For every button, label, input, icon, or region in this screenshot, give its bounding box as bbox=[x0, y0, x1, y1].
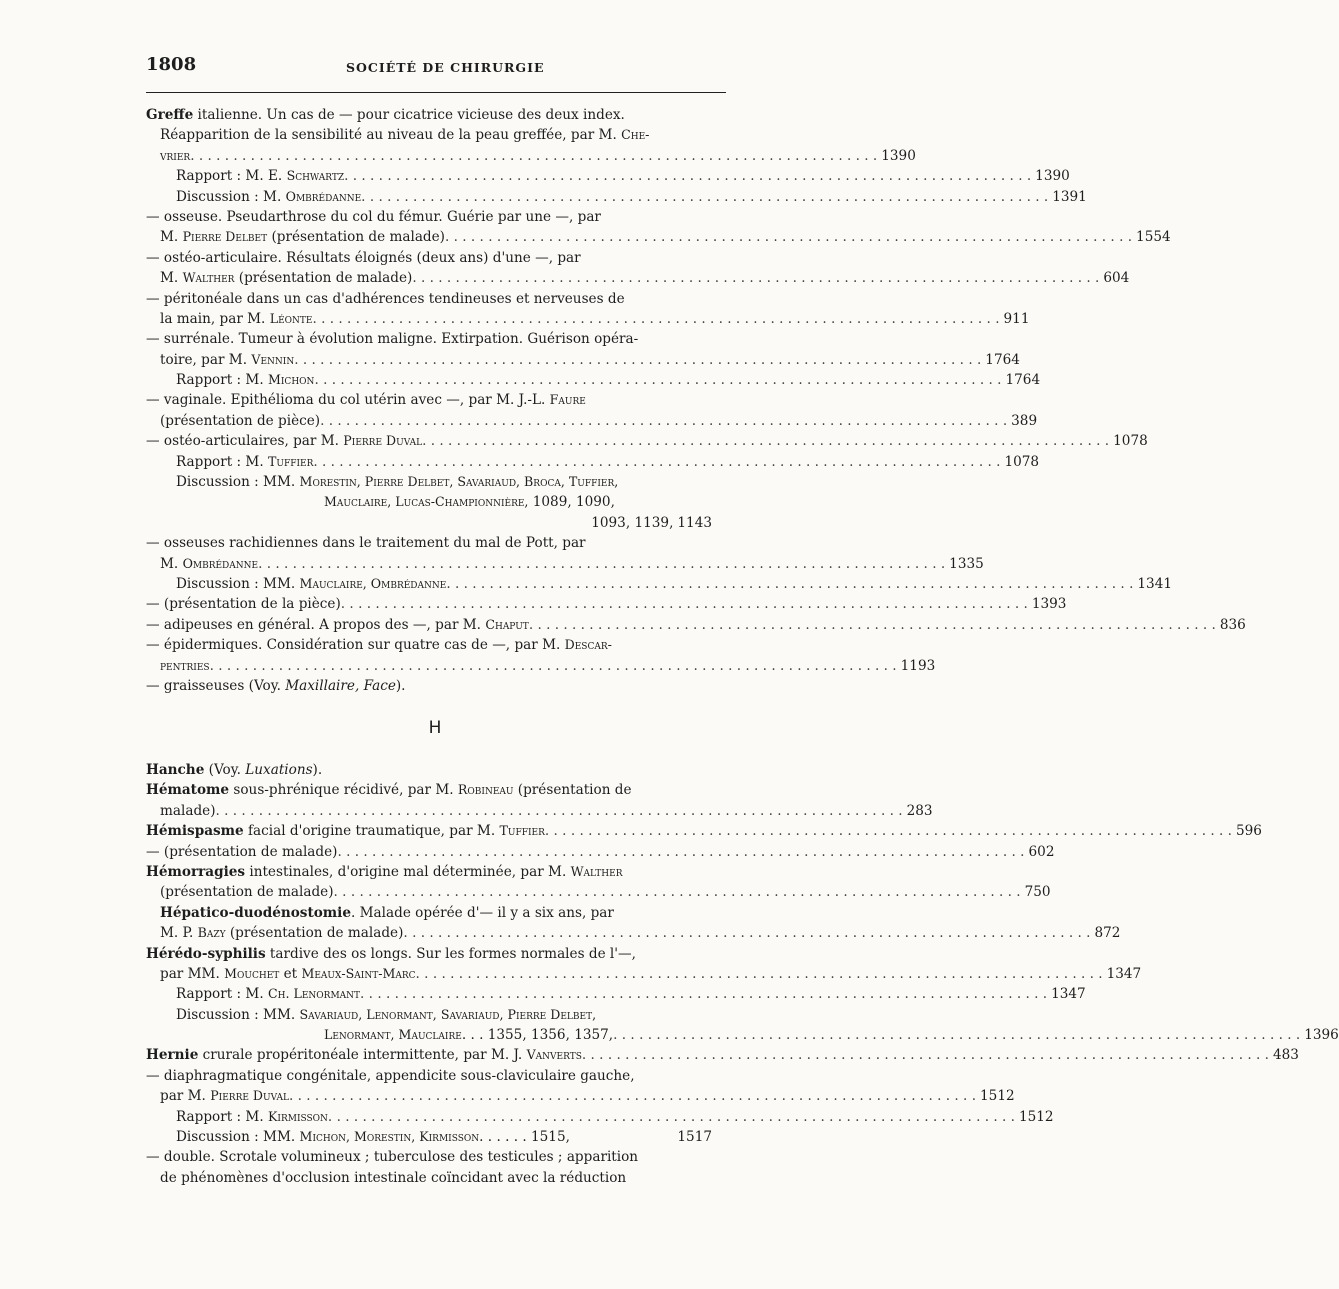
entry-text bbox=[176, 452, 313, 472]
text-segment: Greffe bbox=[146, 107, 194, 123]
page-ref: 1554 bbox=[1136, 229, 1171, 246]
text-segment: 1089, 1090, bbox=[528, 494, 615, 511]
leader-dots bbox=[613, 1025, 1300, 1045]
text-segment: Tuffier bbox=[267, 453, 314, 469]
text-segment: M. bbox=[160, 270, 183, 287]
text-segment: Maxillaire, Face bbox=[285, 677, 396, 694]
entry-text bbox=[324, 492, 615, 512]
text-segment: — ostéo-articulaire. Résultats éloignés (deux ans) d'une —, par bbox=[146, 249, 581, 266]
text-segment: Bazy bbox=[197, 925, 226, 941]
leader-dots bbox=[360, 984, 1047, 1004]
text-segment: par MM. bbox=[160, 965, 225, 982]
text-segment: Discussion : MM. bbox=[176, 575, 300, 592]
leader-dots bbox=[294, 350, 981, 370]
index-line bbox=[146, 329, 712, 349]
text-segment: sous-phrénique récidivé, par M. bbox=[229, 782, 458, 799]
text-segment: . . . 1355, 1356, 1357, bbox=[461, 1027, 614, 1044]
text-segment: par M. bbox=[160, 1088, 211, 1105]
text-segment: M. bbox=[160, 229, 183, 246]
entry-text bbox=[146, 760, 322, 780]
entry-text bbox=[146, 105, 625, 125]
entry-text bbox=[160, 1086, 289, 1106]
leader-dots bbox=[320, 411, 1007, 431]
page-ref: 1390 bbox=[1035, 168, 1070, 185]
text-segment: Ombrédanne bbox=[182, 555, 259, 571]
text-segment: M. P. bbox=[160, 925, 198, 942]
text-segment: Ombrédanne bbox=[285, 188, 362, 204]
entry-text bbox=[176, 187, 361, 207]
text-segment: Vanverts bbox=[526, 1047, 582, 1063]
entry-text bbox=[176, 1107, 328, 1127]
leader-dots bbox=[258, 554, 945, 574]
entry-text bbox=[146, 594, 341, 614]
entry-text bbox=[146, 248, 581, 268]
text-segment: Hémispasme bbox=[146, 823, 244, 840]
index-line bbox=[146, 882, 1051, 902]
text-segment: et bbox=[279, 965, 302, 982]
index-line bbox=[146, 1066, 712, 1086]
index-line bbox=[146, 615, 1246, 635]
index-line bbox=[146, 554, 984, 574]
index-line bbox=[146, 125, 712, 145]
page-ref: 1517 bbox=[677, 1129, 712, 1146]
index-line bbox=[146, 146, 916, 166]
text-segment: . Malade opérée d'— il y a six ans, par bbox=[351, 904, 614, 921]
entry-text bbox=[176, 984, 360, 1004]
text-segment: Hémorragies bbox=[146, 863, 246, 880]
index-line bbox=[146, 227, 1171, 247]
text-segment: Discussion : MM. bbox=[176, 1129, 300, 1146]
text-segment: Discussion : MM. bbox=[176, 474, 300, 491]
text-segment: ). bbox=[395, 677, 406, 694]
text-segment: Meaux-Saint-Marc bbox=[301, 965, 416, 981]
text-segment: Ch. Lenormant bbox=[267, 986, 361, 1002]
text-segment: Rapport : M. bbox=[176, 372, 268, 389]
page-ref: 1396 bbox=[1304, 1027, 1339, 1044]
text-segment: Che- bbox=[621, 127, 650, 143]
entry-text bbox=[146, 615, 529, 635]
text-segment: — ostéo-articulaires, par M. bbox=[146, 433, 344, 450]
text-segment: — surrénale. Tumeur à évolution maligne. Extirpation. Guérison opéra- bbox=[146, 331, 639, 348]
index-line bbox=[146, 248, 712, 268]
text-segment: vrier bbox=[160, 147, 191, 163]
index-line bbox=[146, 923, 1121, 943]
section-letter: H bbox=[428, 718, 442, 738]
text-segment: Rapport : M. E. bbox=[176, 168, 287, 185]
text-segment: Léonte bbox=[269, 310, 313, 326]
text-segment: Luxations bbox=[245, 762, 313, 778]
leader-dots bbox=[312, 309, 999, 329]
text-segment: (présentation de pièce) bbox=[160, 412, 321, 429]
leader-dots bbox=[361, 187, 1048, 207]
entry-text bbox=[146, 635, 612, 655]
index-line bbox=[146, 350, 1020, 370]
text-segment: — péritonéale dans un cas d'adhérences tendineuses et nerveuses de bbox=[146, 290, 625, 307]
entry-text bbox=[160, 146, 190, 166]
leader-dots bbox=[341, 594, 1028, 614]
entry-text bbox=[160, 882, 334, 902]
entry-text bbox=[176, 574, 446, 594]
entry-text bbox=[591, 513, 673, 533]
text-segment: Hépatico-duodénostomie bbox=[160, 904, 351, 921]
index-line bbox=[146, 964, 1142, 984]
entry-text bbox=[146, 1147, 638, 1167]
index-line bbox=[146, 268, 1130, 288]
text-segment: de phénomènes d'occlusion intestinale coïncidant avec la réduction bbox=[160, 1169, 627, 1186]
text-segment: Mauclaire, Lucas-Championnière, bbox=[324, 494, 529, 510]
entry-text bbox=[146, 676, 406, 696]
index-line bbox=[146, 1107, 1054, 1127]
text-segment: (présentation de bbox=[513, 782, 632, 799]
page-ref: 750 bbox=[1024, 884, 1051, 901]
text-segment: Vennin bbox=[251, 351, 295, 367]
text-segment: Hérédo-syphilis bbox=[146, 945, 266, 962]
page-ref: 872 bbox=[1094, 925, 1121, 942]
entry-text bbox=[160, 801, 216, 821]
entry-text bbox=[160, 309, 312, 329]
entry-text bbox=[160, 268, 412, 288]
index-line bbox=[146, 1045, 1299, 1065]
leader-dots bbox=[416, 964, 1103, 984]
page-ref: 1143 bbox=[677, 514, 712, 531]
index-line bbox=[146, 903, 712, 923]
text-segment: tardive des os longs. Sur les formes normales de l'—, bbox=[265, 945, 636, 962]
text-segment: Pierre Delbet bbox=[182, 229, 268, 245]
entry-text bbox=[146, 842, 337, 862]
entry-text bbox=[160, 554, 258, 574]
page-ref: 1347 bbox=[1106, 965, 1142, 982]
text-segment: (présentation de malade) bbox=[160, 884, 334, 901]
entry-text bbox=[146, 207, 601, 227]
page-ref: 836 bbox=[1219, 616, 1246, 633]
text-segment: italienne. Un cas de — pour cicatrice vicieuse des deux index. bbox=[193, 107, 625, 123]
text-segment: Rapport : M. bbox=[176, 453, 268, 470]
entry-text bbox=[146, 329, 638, 349]
text-segment: Rapport : M. bbox=[176, 986, 268, 1003]
index-line bbox=[146, 492, 712, 512]
leader-dots bbox=[337, 842, 1024, 862]
leader-dots bbox=[412, 268, 1099, 288]
index-line bbox=[146, 431, 1148, 451]
page-ref: 1193 bbox=[900, 657, 936, 674]
leader-dots bbox=[422, 431, 1109, 451]
leader-dots bbox=[582, 1045, 1269, 1065]
leader-dots bbox=[529, 615, 1216, 635]
entry-text bbox=[160, 656, 210, 676]
text-segment: Pierre Duval bbox=[343, 433, 423, 449]
page-ref: 602 bbox=[1028, 843, 1055, 860]
page-ref: 596 bbox=[1235, 823, 1262, 840]
page-ref: 1078 bbox=[1113, 433, 1148, 450]
page-ref: 604 bbox=[1103, 270, 1130, 287]
entry-text bbox=[176, 370, 314, 390]
index-line bbox=[146, 289, 712, 309]
text-segment: M. bbox=[160, 555, 183, 572]
text-segment: — osseuse. Pseudarthrose du col du fémur. Guérie par une —, par bbox=[146, 208, 601, 225]
text-segment: Discussion : MM. bbox=[176, 1006, 300, 1023]
page-ref: 1764 bbox=[1005, 372, 1041, 389]
index-line bbox=[146, 207, 712, 227]
entry-text bbox=[146, 780, 632, 800]
leader-dots bbox=[289, 1086, 976, 1106]
text-segment: Schwartz bbox=[286, 168, 345, 184]
page-ref: 1335 bbox=[949, 555, 984, 572]
page-ref: 911 bbox=[1003, 310, 1030, 327]
entry-text bbox=[160, 903, 614, 923]
text-segment: Hernie bbox=[146, 1047, 199, 1064]
text-segment: Mouchet bbox=[224, 965, 280, 981]
text-segment: — diaphragmatique congénitale, appendicite sous-claviculaire gauche, bbox=[146, 1067, 635, 1084]
leader-dots bbox=[328, 1107, 1015, 1127]
text-segment: — (présentation de la pièce) bbox=[146, 596, 341, 613]
index-line bbox=[146, 1005, 712, 1025]
entry-text bbox=[160, 125, 649, 145]
text-segment: (présentation de malade) bbox=[225, 925, 404, 942]
page-ref: 483 bbox=[1272, 1047, 1299, 1064]
page-ref: 1078 bbox=[1004, 453, 1040, 470]
entry-text bbox=[146, 431, 422, 451]
index-block-g bbox=[146, 105, 1246, 696]
index-line bbox=[146, 1025, 1339, 1045]
index-line bbox=[146, 574, 1173, 594]
text-segment: intestinales, d'origine mal déterminée, par M. bbox=[245, 863, 571, 880]
text-segment: Morestin, Pierre Delbet, Savariaud, Broca, Tuffier, bbox=[299, 474, 619, 490]
text-segment: Discussion : M. bbox=[176, 188, 286, 205]
page-header bbox=[146, 54, 726, 82]
leader-dots bbox=[545, 821, 1232, 841]
text-segment: Réapparition de la sensibilité au niveau de la peau greffée, par M. bbox=[160, 127, 622, 144]
entry-text bbox=[146, 1066, 635, 1086]
text-segment: — double. Scrotale volumineux ; tuberculose des testicules ; apparition bbox=[146, 1149, 639, 1166]
text-segment: — osseuses rachidiennes dans le traitement du mal de Pott, par bbox=[146, 535, 586, 552]
text-segment: Mauclaire, Ombrédanne bbox=[299, 575, 447, 591]
text-segment: — (présentation de malade) bbox=[146, 843, 338, 860]
index-line bbox=[146, 1147, 712, 1167]
index-line bbox=[146, 944, 712, 964]
text-segment: — épidermiques. Considération sur quatre cas de —, par M. bbox=[146, 637, 565, 654]
text-segment: facial d'origine traumatique, par M. bbox=[243, 823, 500, 840]
leader-dots bbox=[210, 656, 897, 676]
leader-dots bbox=[313, 452, 1000, 472]
entry-text bbox=[146, 862, 623, 882]
index-line bbox=[146, 780, 712, 800]
page-ref: 1390 bbox=[881, 147, 916, 164]
leader-dots bbox=[446, 574, 1133, 594]
text-segment: ). bbox=[312, 762, 323, 778]
index-line bbox=[146, 370, 1041, 390]
header-rule bbox=[146, 92, 726, 93]
leader-dots bbox=[344, 166, 1031, 186]
text-segment: Faure bbox=[549, 392, 586, 408]
entry-text bbox=[176, 472, 618, 492]
index-line bbox=[146, 594, 1067, 614]
index-line bbox=[146, 676, 712, 696]
entry-text bbox=[146, 533, 586, 553]
text-segment: Walther bbox=[570, 863, 623, 879]
text-segment: Descar- bbox=[564, 637, 612, 653]
text-segment: Michon, Morestin, Kirmisson bbox=[299, 1129, 480, 1145]
page-ref: 1764 bbox=[985, 351, 1020, 368]
text-segment: 1093, 1139, bbox=[591, 514, 674, 531]
index-line bbox=[146, 760, 712, 780]
leader-dots bbox=[190, 146, 877, 166]
text-segment: pentries bbox=[160, 657, 210, 673]
entry-text bbox=[146, 1045, 582, 1065]
index-line bbox=[146, 842, 1055, 862]
text-segment: toire, par M. bbox=[160, 351, 252, 368]
index-line bbox=[146, 452, 1040, 472]
index-line bbox=[146, 1127, 712, 1147]
text-segment: (présentation de malade) bbox=[234, 270, 413, 287]
text-segment: la main, par M. bbox=[160, 310, 270, 327]
index-line bbox=[146, 656, 936, 676]
running-head: SOCIÉTÉ DE CHIRURGIE bbox=[346, 60, 545, 75]
index-block-h bbox=[146, 760, 1339, 1188]
page-ref: 1341 bbox=[1137, 575, 1173, 592]
page-number: 1808 bbox=[146, 54, 197, 75]
text-segment: Savariaud, Lenormant, Savariaud, Pierre Delbet, bbox=[299, 1006, 597, 1022]
text-segment: — adipeuses en général. A propos des —, par M. bbox=[146, 616, 486, 633]
leader-dots bbox=[334, 882, 1021, 902]
text-segment: Chaput bbox=[485, 616, 529, 632]
text-segment: Robineau bbox=[457, 782, 514, 798]
entry-text bbox=[160, 923, 403, 943]
text-segment: malade) bbox=[160, 802, 216, 819]
entry-text bbox=[324, 1025, 613, 1045]
entry-text bbox=[146, 390, 586, 410]
entry-text bbox=[146, 821, 545, 841]
leader-dots bbox=[445, 227, 1132, 247]
page-ref: 1347 bbox=[1051, 986, 1086, 1003]
page-ref: 1393 bbox=[1031, 596, 1067, 613]
text-segment: Hématome bbox=[146, 782, 230, 799]
leader-dots bbox=[403, 923, 1090, 943]
entry-text bbox=[160, 350, 294, 370]
index-line bbox=[146, 513, 712, 533]
index-line bbox=[146, 309, 1030, 329]
entry-text bbox=[160, 411, 320, 431]
index-line bbox=[146, 1086, 1015, 1106]
entry-text bbox=[160, 964, 416, 984]
text-segment: crurale propéritonéale intermittente, par M. J. bbox=[198, 1047, 527, 1064]
text-segment: Tuffier bbox=[499, 823, 545, 839]
index-line bbox=[146, 411, 1038, 431]
leader-dots bbox=[216, 801, 903, 821]
text-segment: (Voy. bbox=[204, 762, 246, 778]
text-segment: Hanche bbox=[146, 762, 205, 778]
text-segment: — vaginale. Epithélioma du col utérin avec —, par M. J.-L. bbox=[146, 392, 550, 409]
index-line bbox=[146, 390, 712, 410]
index-line bbox=[146, 533, 712, 553]
page-ref: 389 bbox=[1011, 412, 1038, 429]
index-line bbox=[146, 635, 712, 655]
index-line bbox=[146, 187, 1087, 207]
entry-text bbox=[146, 944, 636, 964]
entry-text bbox=[176, 1127, 570, 1147]
index-line bbox=[146, 984, 1086, 1004]
index-line bbox=[146, 821, 1262, 841]
text-segment: Rapport : M. bbox=[176, 1108, 268, 1125]
text-segment: Pierre Duval bbox=[210, 1088, 289, 1104]
entry-text bbox=[146, 289, 625, 309]
text-segment: Walther bbox=[182, 270, 235, 286]
page-ref: 1512 bbox=[1018, 1108, 1054, 1125]
index-line bbox=[146, 801, 933, 821]
entry-text bbox=[160, 227, 445, 247]
index-line bbox=[146, 1168, 712, 1188]
page-ref: 1512 bbox=[980, 1088, 1015, 1105]
entry-text bbox=[160, 1168, 626, 1188]
text-segment: Michon bbox=[267, 372, 315, 388]
index-line bbox=[146, 862, 712, 882]
index-line bbox=[146, 472, 712, 492]
text-segment: (présentation de malade) bbox=[267, 229, 445, 246]
entry-text bbox=[176, 166, 344, 186]
index-line bbox=[146, 105, 712, 125]
page-ref: 283 bbox=[906, 802, 933, 819]
text-segment: . . . . . . 1515, bbox=[479, 1129, 570, 1146]
entry-text bbox=[176, 1005, 596, 1025]
index-line bbox=[146, 166, 1070, 186]
text-segment: Kirmisson bbox=[267, 1108, 328, 1124]
text-segment: Lenormant, Mauclaire bbox=[324, 1027, 462, 1043]
page-ref: 1391 bbox=[1052, 188, 1087, 205]
leader-dots bbox=[314, 370, 1001, 390]
text-segment: — graisseuses (Voy. bbox=[146, 677, 286, 694]
